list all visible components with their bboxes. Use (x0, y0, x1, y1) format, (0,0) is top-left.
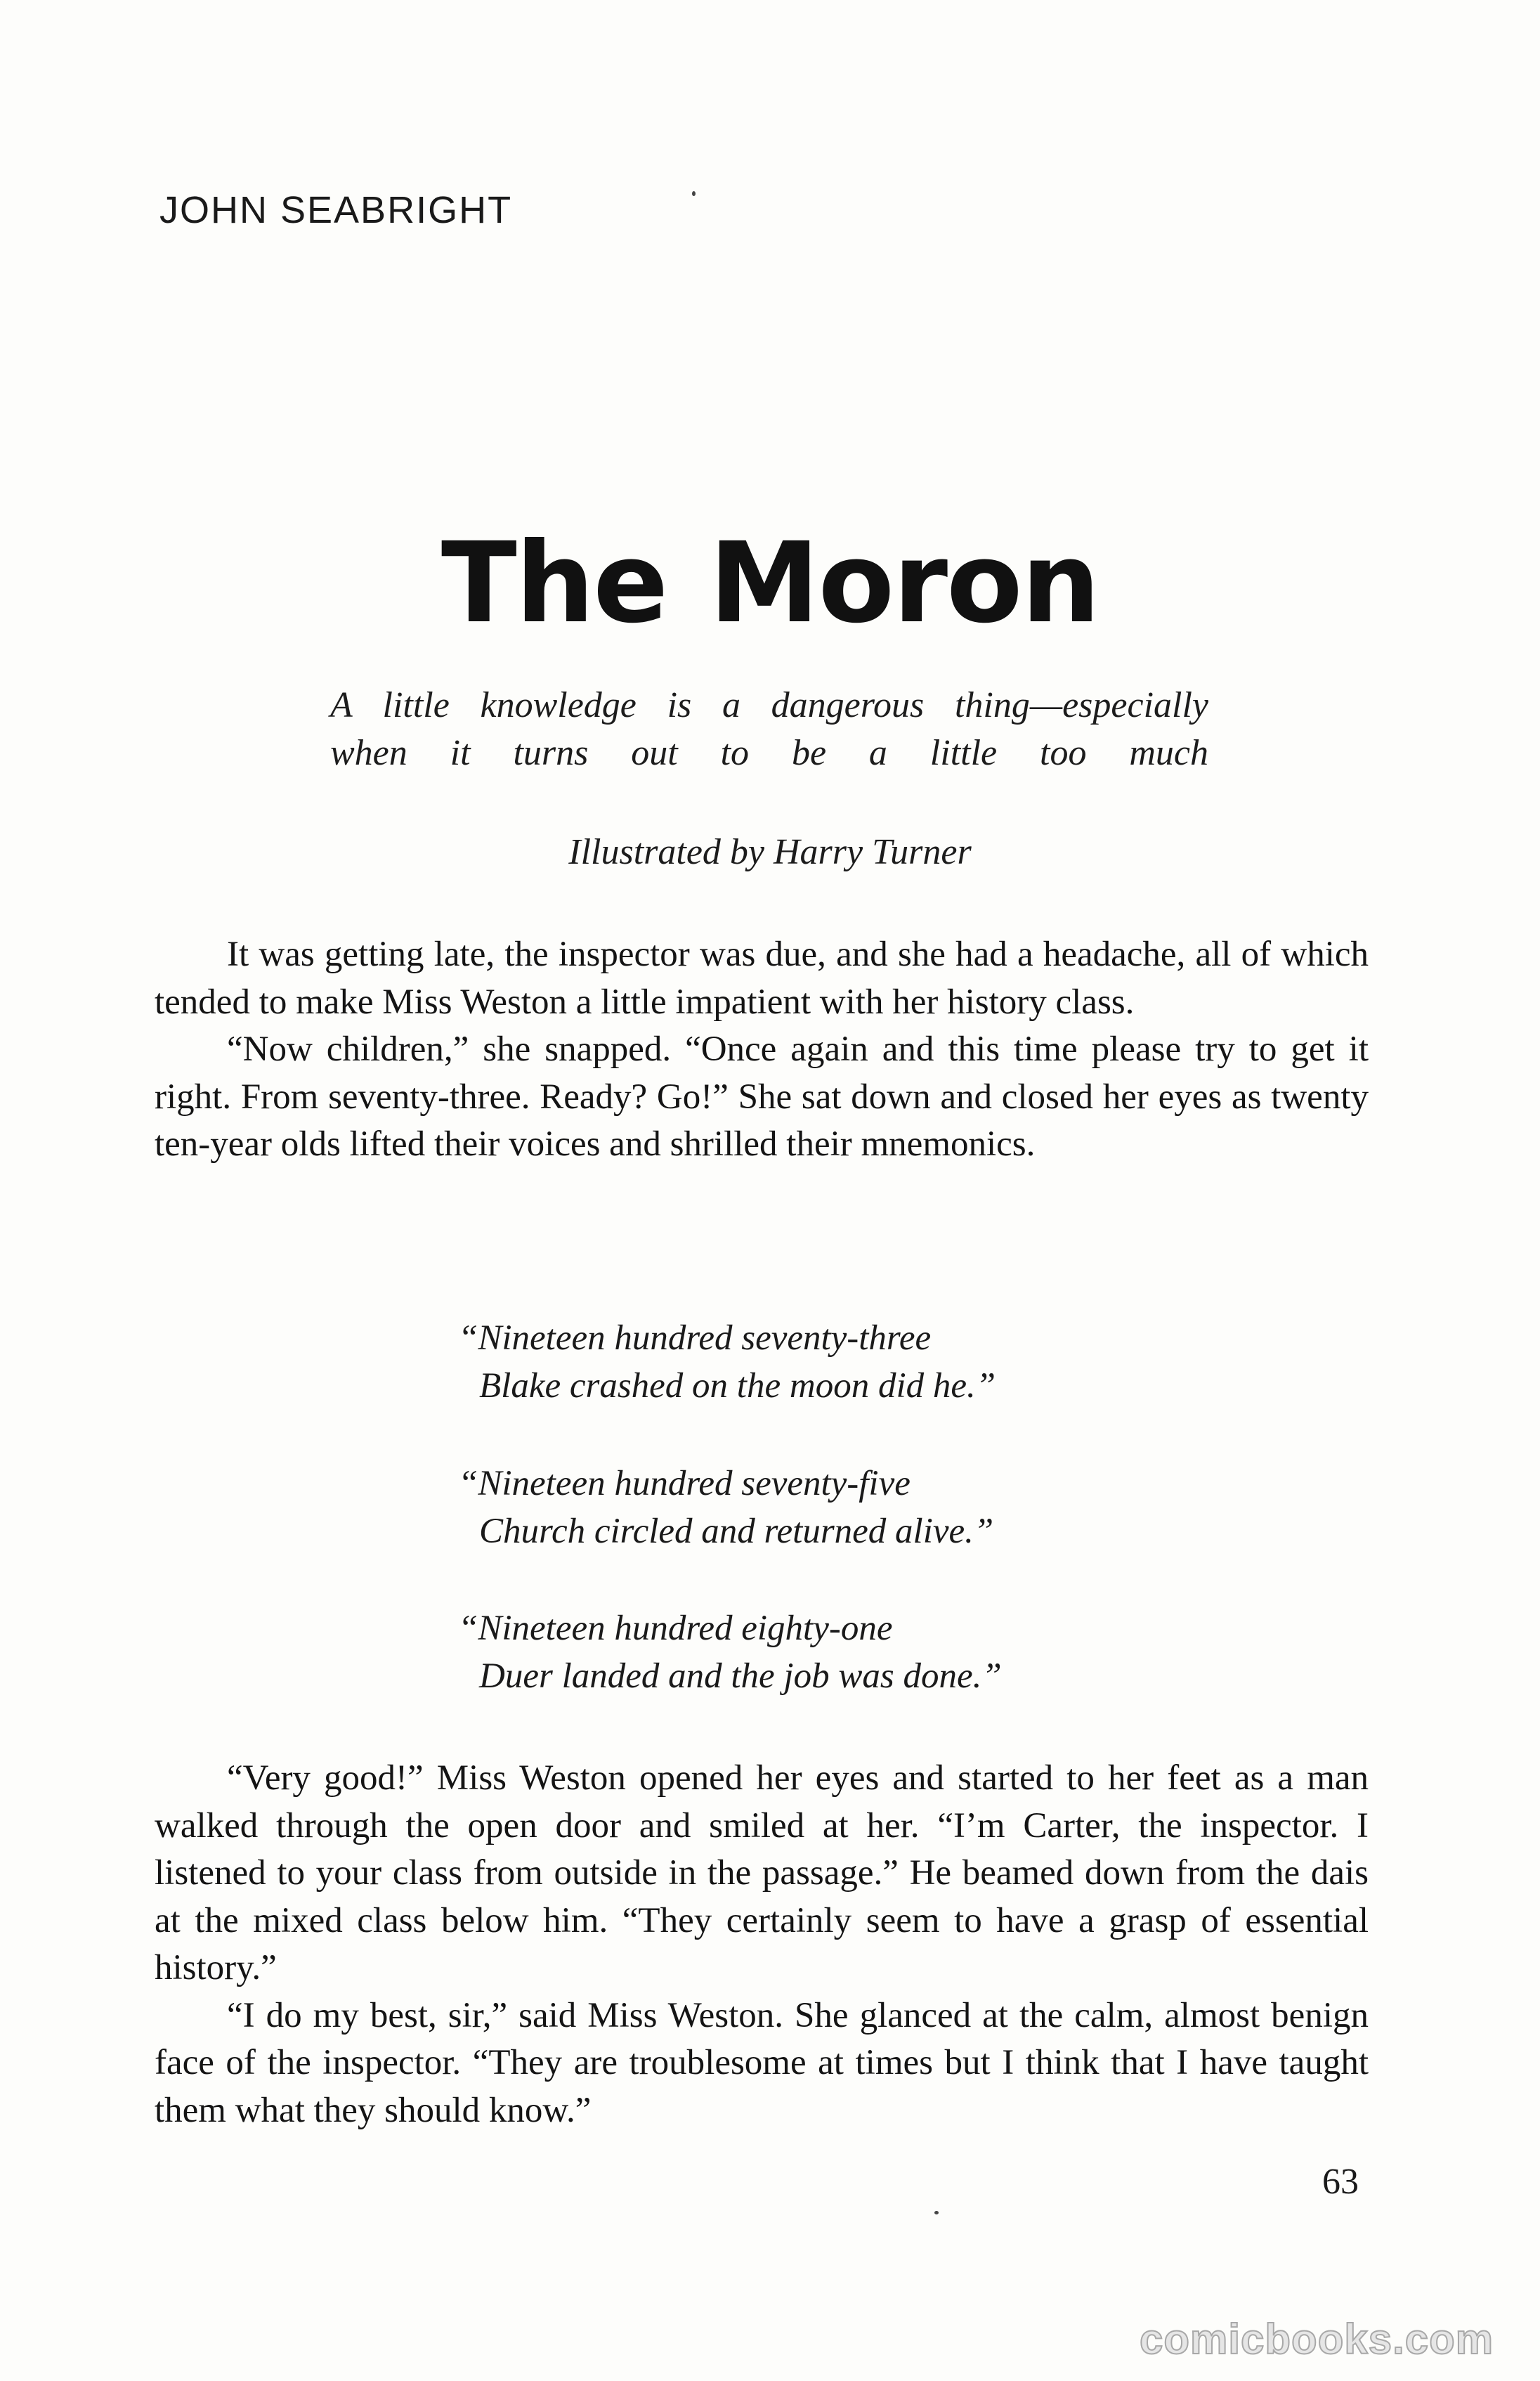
subtitle-line-1: A little knowledge is a dangerous thing—especially (330, 685, 1208, 725)
author-name: JOHN SEABRIGHT (159, 189, 513, 231)
verse-stanza (458, 1460, 1231, 1555)
verse-line: Church circled and returned alive.” (479, 1512, 994, 1551)
story-subtitle (330, 682, 1208, 777)
subtitle-line-2: when it turns out to be a little too much (330, 733, 1208, 773)
verse-line: “Nineteen hundred eighty-one (458, 1609, 893, 1648)
paragraph: It was getting late, the inspector was due, and she had a headache, all of which tended to make Miss Weston a little impatient with her history class. (155, 935, 1369, 1022)
paragraph: “I do my best, sir,” said Miss Weston. She glanced at the calm, almost benign face of the inspector. “They are troublesome at times but I think that I have taught them what they should know.” (155, 1995, 1369, 2130)
story-title (0, 519, 1540, 648)
paragraph: “Now children,” she snapped. “Once again and this time please try to get it right. From seventy-three. Ready? Go!” She sat down and closed her eyes as twenty ten-year olds lifted their voices and shrilled their mnemonics. (155, 1030, 1369, 1164)
verse-line: Duer landed and the job was done.” (479, 1656, 1002, 1696)
verse-line: “Nineteen hundred seventy-three (458, 1318, 932, 1358)
opening-paragraphs (155, 931, 1369, 1169)
verse-line: Blake crashed on the moon did he.” (479, 1366, 996, 1406)
verse-stanza (458, 1314, 1231, 1410)
title-word-the: The (441, 519, 667, 648)
continuing-paragraphs (155, 1755, 1369, 2134)
title-word-moron: Moron (709, 519, 1099, 648)
paragraph: “Very good!” Miss Weston opened her eyes and started to her feet as a man walked through the open door and smiled at her. “I’m Carter, the inspector. I listened to your class from outside in the passage.” He beamed down from the dais at the mixed class below him. “They certainly seem to have a grasp of essential history.” (155, 1758, 1369, 1987)
page-number: 63 (1322, 2162, 1359, 2202)
watermark: comicbooks.com (1140, 2316, 1494, 2363)
verse-stanza (458, 1604, 1231, 1700)
verse-line: “Nineteen hundred seventy-five (458, 1464, 911, 1503)
print-speck (934, 2211, 939, 2214)
print-speck (692, 191, 696, 196)
illustrator-credit: Illustrated by Harry Turner (568, 832, 972, 872)
